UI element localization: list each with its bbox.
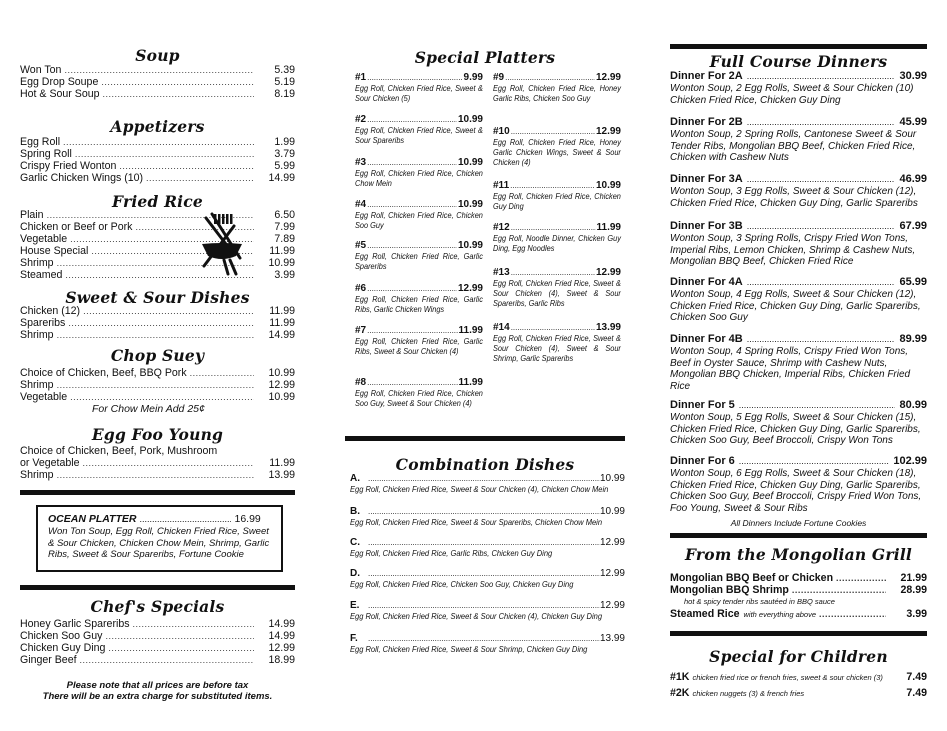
menu-item: Honey Garlic Spareribs ..... 14.99 [20,618,295,630]
menu-item: or Vegetable ..... 11.99 [20,457,295,469]
combination-item: E. ..... 12.99 Egg Roll, Chicken Fried Rice, Sweet & Sour Chicken (4), Chicken Guy Ding [350,600,625,622]
platter-item: #4 ..... 10.99 Egg Roll, Chicken Fried Rice, Chicken Soo Guy [355,199,483,231]
divider [20,490,295,495]
menu-item: Crispy Fried Wonton ..... 5.99 [20,160,295,172]
platter-item: #7 ..... 11.99 Egg Roll, Chicken Fried Rice, Garlic Ribs, Sweet & Sour Chicken (4) [355,325,483,357]
platter-item: #14 ..... 13.99 Egg Roll, Chicken Fried Rice, Sweet & Sour Chicken (4), Sweet & Sour Shrimp, Garlic Spareribs [493,322,621,364]
mongolian-title: From the Mongolian Grill [684,545,912,564]
menu-column-center [345,0,625,731]
menu-item-description: Choice of Chicken, Beef, Pork, Mushroom [20,445,218,457]
platter-item: #9 ..... 12.99 Egg Roll, Chicken Fried Rice, Honey Garlic Ribs, Chicken Soo Guy [493,72,621,104]
menu-item: Egg Drop Soupe ..... 5.19 [20,76,295,88]
menu-item: Spring Roll ..... 3.79 [20,148,295,160]
menu-item: Won Ton ..... 5.39 [20,64,295,76]
combination-item: C. ..... 12.99 Egg Roll, Chicken Fried Rice, Garlic Ribs, Chicken Guy Ding [350,537,625,559]
menu-item: House Special ..... 11.99 [20,245,295,257]
combination-item: F. ..... 13.99 Egg Roll, Chicken Fried Rice, Sweet & Sour Shrimp, Chicken Guy Ding [350,633,625,655]
menu-item: #1K chicken fried rice or french fries, sweet & sour chicken (3) 7.49 [670,671,927,683]
menu-item: #2K chicken nuggets (3) & french fries 7.49 [670,687,927,699]
dinner-item: Dinner For 3A ..... 46.99 Wonton Soup, 3 Egg Rolls, Sweet & Sour Chicken (12), Chicken Fried Rice, Chicken Guy Ding, Garlic Spareribs [670,173,927,209]
menu-item: Chicken or Beef or Pork ..... 7.99 [20,221,295,233]
menu-item: Ginger Beef ..... 18.99 [20,654,295,666]
divider [20,585,295,590]
divider [670,533,927,538]
egg-foo-young-title: Egg Foo Young [91,425,224,444]
menu-item: Shrimp ..... 13.99 [20,469,295,481]
footer-tax-note: Please note that all prices are before tax [66,680,249,691]
platter-item: #2 ..... 10.99 Egg Roll, Chicken Fried Rice, Sweet & Sour Spareribs [355,114,483,146]
menu-item: Hot & Sour Soup ..... 8.19 [20,88,295,100]
dinners-note: All Dinners Include Fortune Cookies [730,518,867,528]
platter-item: #13 ..... 12.99 Egg Roll, Chicken Fried Rice, Sweet & Sour Chicken (4), Sweet & Sour Spareribs, Garlic Ribs [493,267,621,309]
menu-item: Choice of Chicken, Beef, BBQ Pork ..... 10.99 [20,367,295,379]
ocean-platter-box [36,505,283,572]
ocean-platter-name: OCEAN PLATTER [48,513,137,525]
platter-item: #12 ..... 11.99 Egg Roll, Noodle Dinner, Chicken Guy Ding, Egg Noodles [493,222,621,254]
dinner-item: Dinner For 5 ..... 80.99 Wonton Soup, 5 Egg Rolls, Sweet & Sour Chicken (15), Chicken Fried Rice, Chicken Guy Ding, Garlic Spareribs, Chicken Soo Guy, Beef Broccoli, Crispy Won Tons [670,399,927,447]
platter-item: #6 ..... 12.99 Egg Roll, Chicken Fried Rice, Garlic Ribs, Garlic Chicken Wings [355,283,483,315]
dinner-item: Dinner For 2B ..... 45.99 Wonton Soup, 2 Spring Rolls, Cantonese Sweet & Sour Tender Ribs, Mongolian BBQ Beef, Chicken Fried Rice, Chicken with Cashew Nuts [670,116,927,164]
menu-item: Mongolian BBQ Shrimp ..... 28.99 [670,584,927,596]
sweet-sour-title: Sweet & Sour Dishes [65,288,250,307]
fried-rice-title: Fried Rice [112,192,203,211]
platter-item: #8 ..... 11.99 Egg Roll, Chicken Fried Rice, Chicken Soo Guy, Sweet & Sour Chicken (4) [355,377,483,409]
menu-item: Garlic Chicken Wings (10) ..... 14.99 [20,172,295,184]
menu-item: Egg Roll ..... 1.99 [20,136,295,148]
menu-item: Steamed ..... 3.99 [20,269,295,281]
menu-item: Shrimp ..... 12.99 [20,379,295,391]
chow-mein-note: For Chow Mein Add 25¢ [92,403,205,415]
dinner-item: Dinner For 4A ..... 65.99 Wonton Soup, 4 Egg Rolls, Sweet & Sour Chicken (12), Chicken Fried Rice, Chicken Guy Ding, Garlic Spareribs, Chicken Soo Guy [670,276,927,324]
menu-item: Shrimp ..... 14.99 [20,329,295,341]
combination-title: Combination Dishes [395,455,575,474]
menu-item: Spareribs ..... 11.99 [20,317,295,329]
soup-title: Soup [135,46,180,65]
mongolian-sub-note: hot & spicy tender ribs sautéed in BBQ sauce [684,597,835,606]
divider [670,631,927,636]
menu-item: Chicken Soo Guy ..... 14.99 [20,630,295,642]
chopsticks-bowl-icon [198,212,246,276]
combination-item: D. ..... 12.99 Egg Roll, Chicken Fried Rice, Chicken Soo Guy, Chicken Guy Ding [350,568,625,590]
menu-item: Steamed Rice with everything above ..... 3.99 [670,608,927,620]
platter-item: #3 ..... 10.99 Egg Roll, Chicken Fried Rice, Chicken Chow Mein [355,157,483,189]
ocean-platter-price: 16.99 [234,513,261,525]
chefs-specials-title: Chef's Specials [90,597,225,616]
footer-substitution-note: There will be an extra charge for substituted items. [42,691,273,702]
dinner-item: Dinner For 2A ..... 30.99 Wonton Soup, 2 Egg Rolls, Sweet & Sour Chicken (10) Chicken Fried Rice, Chicken Guy Ding [670,70,927,106]
platter-item: #10 ..... 12.99 Egg Roll, Chicken Fried Rice, Honey Garlic Chicken Wings, Sweet & Sour Chicken (4) [493,126,621,168]
platter-item: #5 ..... 10.99 Egg Roll, Chicken Fried Rice, Garlic Spareribs [355,240,483,272]
menu-item: Vegetable ..... 10.99 [20,391,295,403]
ocean-platter-description: Won Ton Soup, Egg Roll, Chicken Fried Rice, Sweet & Sour Chicken, Chicken Chow Mein, Shrimp, Garlic Ribs, Sweet & Sour Spareribs, Fortune Cookie [48,526,270,560]
dinner-item: Dinner For 4B ..... 89.99 Wonton Soup, 4 Spring Rolls, Crispy Fried Won Tons, Beef in Oyster Sauce, Shrimp with Cashew Nuts, Mongolian BBQ Chicken, Imperial Ribs, Chicken Fried Rice [670,333,927,392]
special-platters-title: Special Platters [414,48,556,67]
children-title: Special for Children [709,647,888,666]
chop-suey-title: Chop Suey [110,346,205,365]
menu-item: Shrimp ..... 10.99 [20,257,295,269]
menu-item: Plain ..... 6.50 [20,209,295,221]
menu-column-right [670,0,927,731]
menu-item: Vegetable ..... 7.89 [20,233,295,245]
platter-item: #1 ..... 9.99 Egg Roll, Chicken Fried Rice, Sweet & Sour Chicken (5) [355,72,483,104]
appetizers-title: Appetizers [110,117,205,136]
menu-column-left [20,0,295,731]
divider [345,436,625,441]
full-course-title: Full Course Dinners [709,52,888,71]
dinner-item: Dinner For 3B ..... 67.99 Wonton Soup, 3 Spring Rolls, Crispy Fried Won Tons, Imperial Ribs, Lemon Chicken, Shrimp & Cashew Nuts, Mongolian BBQ Beef, Chicken Fried Rice [670,220,927,268]
combination-item: A. ..... 10.99 Egg Roll, Chicken Fried Rice, Sweet & Sour Chicken (4), Chicken Chow Mein [350,473,625,495]
menu-item: Mongolian BBQ Beef or Chicken ..... 21.99 [670,572,927,584]
ocean-platter-header [48,513,271,526]
dinner-item: Dinner For 6 ..... 102.99 Wonton Soup, 6 Egg Rolls, Sweet & Sour Chicken (18), Chicken Fried Rice, Chicken Guy Ding, Garlic Spareribs, Chicken Soo Guy, Beef Broccoli, Crispy Fried Won Tons, Foo Young, Sweet & Sour Ribs [670,455,927,514]
menu-item: Chicken (12) ..... 11.99 [20,305,295,317]
menu-item: Chicken Guy Ding ..... 12.99 [20,642,295,654]
divider [670,44,927,49]
combination-item: B. ..... 10.99 Egg Roll, Chicken Fried Rice, Sweet & Sour Spareribs, Chicken Chow Mein [350,506,625,528]
platter-item: #11 ..... 10.99 Egg Roll, Chicken Fried Rice, Chicken Guy Ding [493,180,621,212]
